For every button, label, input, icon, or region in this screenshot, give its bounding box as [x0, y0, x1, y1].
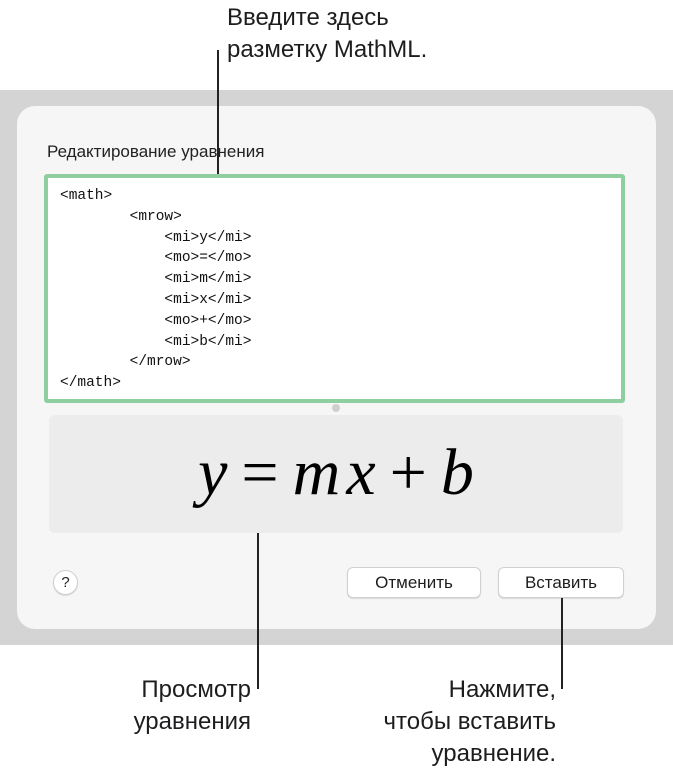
mathml-code[interactable]: <math> <mrow> <mi>y</mi> <mo>=</mo> <mi>m</mi> <mi>x</mi> <mo>+</mo> <mi>b</mi> </mrow> </math> — [60, 188, 252, 392]
formula-y: y — [198, 436, 228, 509]
callout-mathml-entry-line-2: разметку MathML. — [227, 36, 428, 63]
callout-preview — [0, 674, 251, 738]
equation-preview — [49, 415, 623, 533]
callout-leader-preview — [257, 533, 259, 689]
callout-preview-line-2: уравнения — [133, 708, 251, 735]
mathml-editor[interactable] — [44, 174, 625, 403]
callout-mathml-entry-line-1: Введите здесь — [227, 4, 389, 31]
formula-x: x — [346, 436, 376, 509]
formula-equals: = — [241, 436, 279, 509]
insert-button[interactable]: Вставить — [498, 567, 624, 598]
formula-b: b — [440, 436, 474, 509]
equation-formula — [49, 435, 623, 511]
dialog-title: Редактирование уравнения — [47, 142, 265, 161]
callout-insert — [300, 674, 556, 770]
help-button[interactable] — [53, 570, 78, 595]
formula-m: m — [292, 436, 341, 509]
callout-insert-line-1: Нажмите, — [448, 676, 556, 703]
formula-plus: + — [389, 436, 427, 509]
callout-mathml-entry — [227, 2, 427, 66]
resize-handle[interactable] — [332, 404, 340, 412]
callout-leader-insert — [561, 598, 563, 689]
cancel-button[interactable]: Отменить — [347, 567, 481, 598]
callout-insert-line-3: уравнение. — [431, 740, 556, 767]
callout-insert-line-2: чтобы вставить — [383, 708, 556, 735]
question-mark-icon: ? — [61, 574, 70, 591]
callout-preview-line-1: Просмотр — [141, 676, 251, 703]
